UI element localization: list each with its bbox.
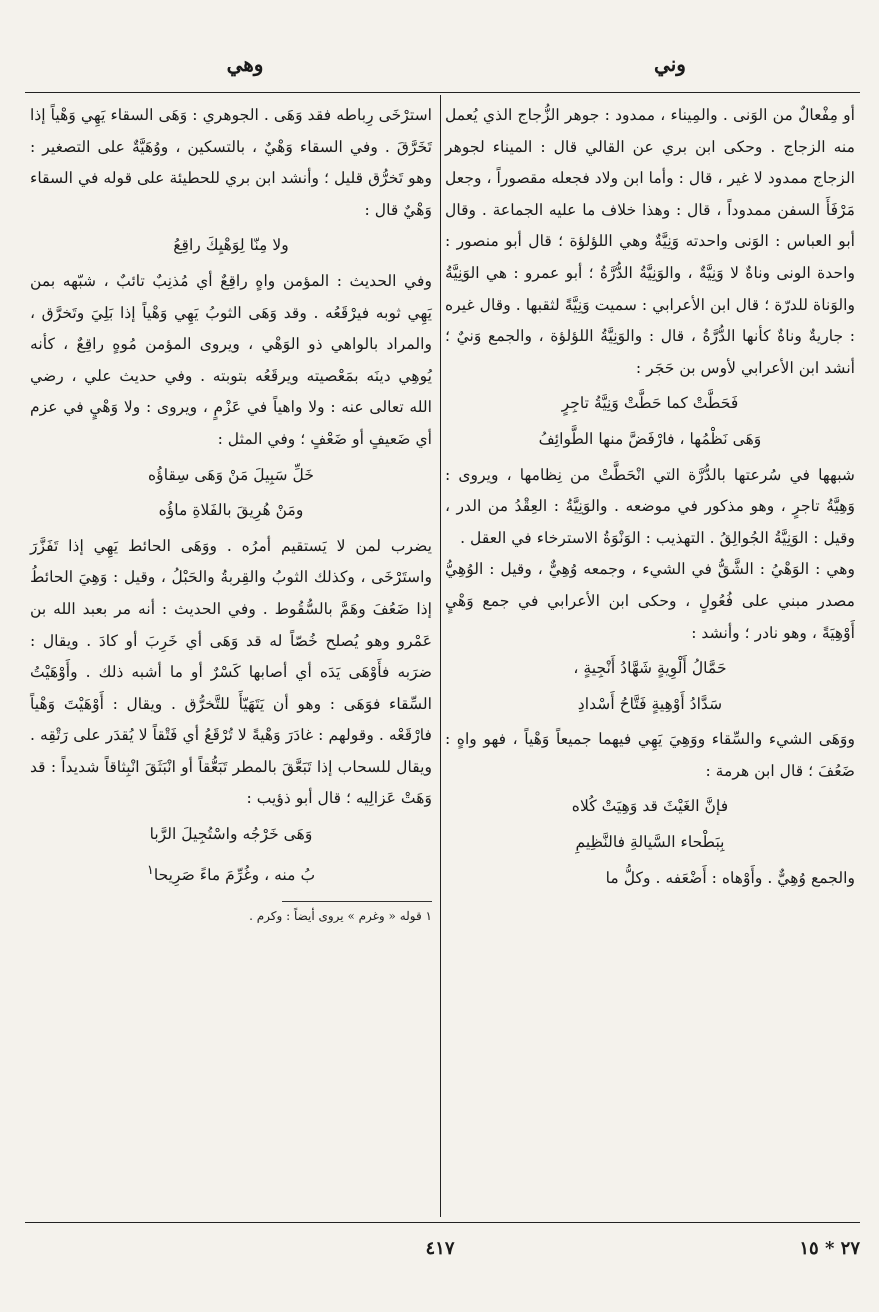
signature-mark: ٢٧ * ١٥ [799, 1238, 860, 1259]
page-number: ٤١٧ [425, 1238, 455, 1259]
right-column [445, 100, 855, 894]
running-headword-right: وني [654, 52, 686, 76]
verse-line: حَمَّالُ أَلْوِيةٍ شَهَّادُ أَنْجِيةٍ ، [573, 659, 727, 678]
verse-line: بِبَطْحاء السَّيالةِ فالنَّظِيمِ [575, 833, 725, 852]
verse-line [30, 855, 432, 892]
column-divider [440, 95, 441, 1217]
footnote: ١ قوله « وغرم » يروى أيضاً : وكرم . [249, 909, 432, 924]
entry-paragraph: أو مِفْعالٌ من الوَنى . والمِيناء ، ممدود : جوهر الزُّجاج الذي يُعمل منه الزجاج . وحكى ابن بري عن القالي قال : الميناء لجوهر الزجاج ممدود لا غير ، قال : وأما ابن ولاد فجعله مقصوراً ، وجعل مَرْفَأَ السفن ممدوداً ، قال : وهذا خلاف ما عليه الجماعة . وقال أبو العباس : الوَنى واحدته وَنِيَّةٌ وهي اللؤلؤة ؛ قال أبو منصور : واحدة الونى وناةٌ لا وَنِيَّةٌ ، والوَنِيَّةُ الدُّرَّةُ ؛ أبو عمرو : هي الوَنِيَّةُ والوَناة للدرّة ؛ قال ابن الأعرابي : سميت وَنِيَّةً لثقبها . وقال غيره : جاريةٌ وناةٌ كأنها الدُّرَّةُ ، قال : والوَنِيَّةُ اللؤلؤة ، والجمع وَنيٌ ؛ أنشد ابن الأعرابي لأوس بن حَجَر : [445, 106, 855, 377]
entry-paragraph: والجمع وُهِيٌّ . وأَوْهاه : أَضْعَفه . وكلُّ ما [605, 868, 855, 887]
entry-paragraph: يضرب لمن لا يَستقيم أمرُه . ووَهَى الحائط يَهِي إذا تَفَزَّرَ واستَرْخَى ، وكذلك الثوبُ والقِربةُ والحَبْلُ ، وقيل : وَهِيَ الحائطُ إذا ضَعُفَ وهَمَّ بالسُّقُوط . وفي الحديث : أنه مر بعبد الله بن عَمْرو وهو يُصلح خُصّاً له قد وَهَى أي خَرِبَ أو كادَ . ويقال : ضرَبه فأَوْهَى يَدَه أي أصابها كَسْرٌ أو ما أشبه ذلك . وأَوْهَيْتُ السِّقاء فوَهَى : وهو أن يَتَهَيّأَ للتَّخرُّق . ويقال : أَوْهَيْتَ وَهْياً فارْقَعْه . وقولهم : غادَرَ وَهْيةً لا تُرْقَعُ أي فَتْقاً لا يُقدَر على رَتْقِه . ويقال للسحاب إذا تَبَعَّقَ بالمطر تَبَعُّقاً أو انْبَثَقَ انْبِثاقاً شديداً : قد وَهَتْ عَزالِيه ؛ قال أبو ذؤيب : [30, 536, 432, 808]
verse-line: فَحَطَّتْ كما حَطَّتْ وَنِيَّةُ تاجِرٍ [561, 394, 739, 413]
entry-paragraph-wahy: وهي : الوَهْيُ : الشَّقُّ في الشيء ، وجمعه وُهِيٌّ ، وقيل : الوُهِيُّ مصدر مبني على فُعُولٍ ، وحكى ابن الأعرابي في جمع وَهْيٍ أَوْهِيَةً ، وهو نادر ؛ وأنشد : [445, 560, 855, 642]
verse-line: ومَنْ هُرِيقَ بالفَلاةِ ماؤُه [158, 501, 304, 520]
verse-text: بُ منه ، وغُرِّمَ ماءً صَرِيحا [153, 865, 316, 884]
verse-line: سَدَّادُ أَوْهِيةٍ فَتَّاحُ أَسْدادِ [577, 694, 723, 713]
entry-paragraph: شبهها في سُرعتها بالدُّرَّة التي انْحَطَّتْ من نِظامها ، ويروى : وَهِيَّةُ تاجرٍ ، وهو مذكور في موضعه . والوَنِيَّةُ : العِقْدُ من الدر ، وقيل : الوَنِيَّةُ الجُوالِقُ . التهذيب : الوَنْوَةُ الاسترخاء في العقل . [445, 465, 855, 547]
verse-line: وَهَى خَرْجُه واسْتُجِيلَ الرَّبا [149, 825, 313, 844]
footer-rule [25, 1222, 860, 1223]
footnote-rule [282, 901, 432, 902]
entry-paragraph: وفي الحديث : المؤمن واهٍ راقِعٌ أي مُذنِبٌ تائبٌ ، شبّهه بمن يَهِي ثوبه فيرْقَعُه . وقد وَهَى الثوبُ يَهِي وَهْياً إذا بَلِيَ وتَخرَّق ، والمراد بالواهي ذو الوَهْي ، ويروى المؤمن مُوهٍ راقِعٌ ، كأنه يُوهِي دينَه بمَعْصيته ويرقَعُه بتوبته . وفي حديث علي ، رضي الله تعالى عنه : ولا واهياً في عَزْمٍ ، ويروى : ولا وَهْيٍ في عزم أي ضَعيفٍ أو ضَعْفٍ ؛ وفي المثل : [30, 271, 432, 448]
footnote-marker: ١ [146, 862, 154, 878]
entry-paragraph: ووَهَى الشيء والسِّقاء ووَهِيَ يَهِي فيهما جميعاً وَهْياً ، فهو واهٍ : ضَعُفَ ؛ قال ابن هرمة : [445, 730, 855, 780]
verse-line: وَهَى نَظْمُها ، فارْفَضَّ منها الطَّوائِفُ [538, 429, 762, 448]
verse-line: فإنَّ الغَيْثَ قد وَهِيَتْ كُلاه [571, 797, 729, 816]
running-headword-left: وهي [226, 52, 264, 76]
verse-line: خَلِّ سَبِيلَ مَنْ وَهَى سِقاؤُه [148, 465, 314, 484]
header-rule [25, 92, 860, 93]
verse-line: ولا مِنّا لِوَهْيِكَ راقِعُ [173, 236, 289, 255]
left-column [30, 100, 432, 926]
entry-paragraph: استرْخَى رِباطه فقد وَهَى . الجوهري : وَهَى السقاء يَهِي وَهْياً إذا تَخَرَّقَ . وفي السقاء وَهْيٌ ، بالتسكين ، ووُهَيَّةٌ على التصغير : وهو تَخرُّق قليل ؛ وأنشد ابن بري للحطيئة على قوله في السقاء وَهْيٌ قال : [30, 106, 432, 219]
